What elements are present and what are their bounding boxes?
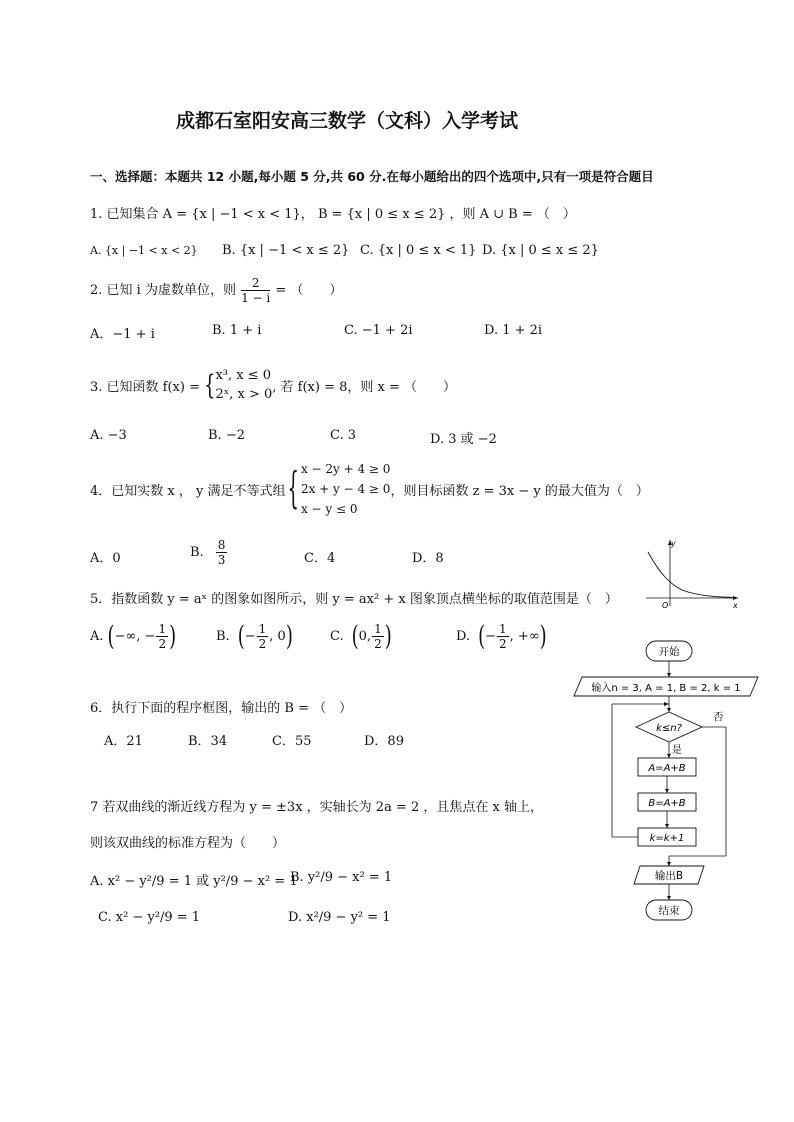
arrow-head-icon (667, 754, 671, 758)
question-5-option-a-value: −∞, − (114, 629, 156, 644)
question-1-option-b: B. {x | −1 < x ≤ 2} (222, 243, 350, 258)
paren-close: ) (384, 620, 392, 653)
question-1-option-c: C. {x | 0 ≤ x < 1} (360, 243, 477, 258)
question-3-stem-pre: 3. 已知函数 f(x) = (90, 379, 200, 395)
question-5-option-a (90, 622, 176, 651)
question-7-option-a: A. x² − y²/9 = 1 或 y²/9 − x² = 1 (90, 874, 298, 889)
question-7-stem-2: 则该双曲线的标准方程为（ ） (90, 836, 286, 851)
question-3-option-a: A. −3 (90, 428, 127, 443)
paren-open: ( (478, 620, 486, 653)
flow-end-label: 结束 (658, 905, 680, 917)
question-5-option-c-label: C. (330, 629, 344, 644)
flow-yes-label: 是 (672, 745, 682, 756)
flow-input-label: 输入n = 3, A = 1, B = 2, k = 1 (591, 683, 741, 694)
question-5-option-b-tail: , 0 (269, 629, 286, 644)
section-heading: 一、选择题：本题共 12 小题,每小题 5 分,共 60 分.在每小题给出的四个选项中,只有一项是符合题目 (90, 169, 654, 184)
half-denominator: 2 (499, 637, 507, 651)
x-axis-arrow-icon (733, 596, 738, 600)
question-4-system (301, 459, 391, 519)
question-4-ineq-2: 2x + y − 4 ≥ 0 (300, 482, 391, 496)
question-4-stem-post: ，则目标函数 z = 3x − y 的最大值为（ ） (390, 483, 649, 499)
question-4-option-b-fraction (216, 538, 228, 567)
question-5-option-d (456, 622, 547, 651)
half-denominator: 2 (258, 637, 267, 651)
question-4-option-a: A．0 (90, 551, 121, 566)
question-7-stem-1: 7 若双曲线的渐近线方程为 y = ±3x ，实轴长为 2a = 2 ，且焦点在 x 轴上， (90, 800, 543, 815)
paren-open: ( (237, 620, 245, 653)
question-4-option-b-num: 8 (217, 538, 226, 552)
question-5-option-b-label: B. (216, 629, 230, 644)
graph-x-label: x (733, 601, 738, 610)
question-4-option-c: C．4 (304, 551, 336, 566)
question-6-option-b: B．34 (188, 734, 228, 749)
paren-close: ) (169, 620, 177, 653)
question-2-option-a: A．−1 + i (90, 327, 155, 342)
arrow-head-icon (667, 862, 671, 866)
half-numerator: 1 (258, 622, 267, 636)
question-7-option-d: D. x²/9 − y² = 1 (288, 910, 391, 925)
flow-decision-label: k≤n? (656, 723, 682, 734)
question-3-stem (90, 366, 456, 404)
question-5-option-d-tail: , +∞ (509, 629, 540, 644)
paren-close: ) (539, 620, 547, 653)
question-4-option-b-label: B. (190, 545, 204, 560)
question-7-option-b: B. y²/9 − x² = 1 (290, 870, 393, 885)
flow-output-label: 输出B (654, 870, 684, 882)
question-2-stem-post: = （ ） (275, 283, 343, 298)
question-4-stem-pre: 4．已知实数 x ， y 满足不等式组 (90, 483, 286, 499)
question-5-option-b-fraction (257, 622, 269, 651)
question-4-option-d: D．8 (412, 551, 444, 566)
brace-icon: { (287, 463, 299, 515)
paren-open: ( (107, 620, 115, 653)
question-5-option-d-label: D. (456, 629, 471, 644)
half-denominator: 2 (158, 637, 167, 651)
program-flowchart (570, 638, 764, 928)
question-6-stem: 6．执行下面的程序框图，输出的 B = （ ） (90, 701, 353, 716)
question-4-ineq-3: x − y ≤ 0 (300, 502, 358, 516)
question-3-option-b: B. −2 (208, 428, 245, 443)
arrow-head-icon (665, 789, 669, 793)
page-title: 成都石室阳安高三数学（文科）入学考试 (176, 110, 519, 132)
brace-icon: { (203, 369, 216, 401)
flow-no-label: 否 (713, 711, 724, 723)
question-1-option-d: D. {x | 0 ≤ x ≤ 2} (482, 243, 599, 258)
question-3-option-d: D. 3 或 −2 (430, 432, 497, 447)
question-5-option-a-fraction (156, 622, 168, 651)
decay-curve (648, 552, 736, 598)
question-5-option-b-value: − (244, 629, 256, 644)
paren-open: ( (351, 620, 359, 653)
question-1-stem: 1. 已知集合 A = {x | −1 < x < 1}， B = {x | 0 ≤ x ≤ 2} ，则 A ∪ B = （ ） (90, 207, 576, 222)
question-4-ineq-1: x − 2y + 4 ≥ 0 (300, 462, 391, 476)
question-5-option-d-fraction (497, 622, 509, 651)
question-5-option-c (330, 622, 392, 651)
arrow-head-icon (667, 673, 671, 677)
question-1-option-a: A. {x | −1 < x < 2} (90, 244, 198, 257)
paren-close: ) (285, 620, 293, 653)
question-7-option-c: C. x² − y²/9 = 1 (98, 910, 201, 925)
question-5-stem: 5．指数函数 y = aˣ 的图象如图所示，则 y = ax² + x 图象顶点横坐标的取值范围是（ ） (90, 592, 618, 607)
arrow-head-icon (667, 708, 671, 712)
graph-y-label: y (671, 539, 676, 548)
arrow-head-icon (665, 824, 669, 828)
exponential-graph (640, 538, 742, 614)
flow-step-1-label: A=A+B (648, 763, 686, 774)
question-2-stem (90, 276, 342, 305)
question-2-option-d: D. 1 + 2i (484, 323, 543, 338)
half-numerator: 1 (158, 622, 167, 636)
question-2-fraction (241, 276, 270, 305)
question-5-option-b (216, 622, 293, 651)
question-2-option-c: C. −1 + 2i (344, 323, 413, 338)
question-2-numerator: 2 (241, 276, 270, 291)
flow-start-label: 开始 (658, 646, 680, 658)
question-5-option-c-value: 0, (358, 629, 372, 644)
question-3-cases (215, 366, 272, 404)
arrow-head-icon (667, 896, 671, 900)
graph-origin-label: O (662, 601, 669, 610)
question-5-option-c-fraction (372, 622, 384, 651)
question-2-option-b: B. 1 + i (212, 323, 262, 338)
half-numerator: 1 (374, 622, 382, 636)
question-3-option-c: C. 3 (330, 428, 357, 443)
question-2-stem-pre: 2. 已知 i 为虚数单位，则 (90, 283, 236, 298)
arrow-head-icon (664, 702, 669, 706)
flow-step-3-label: k=k+1 (649, 833, 685, 844)
question-6-option-c: C．55 (272, 734, 312, 749)
question-4-option-b (190, 538, 228, 567)
question-3-case-2: 2ˣ, x > 0 (215, 387, 273, 402)
question-6-option-d: D．89 (364, 734, 404, 749)
question-3-case-1: x³, x ≤ 0 (215, 368, 272, 383)
question-3-stem-post: , 若 f(x) = 8，则 x = （ ） (272, 379, 456, 395)
question-2-denominator: 1 − i (241, 291, 271, 305)
question-5-option-d-value: − (485, 629, 497, 644)
half-numerator: 1 (499, 622, 507, 636)
question-4-stem (90, 459, 649, 519)
question-6-option-a: A．21 (104, 734, 143, 749)
flow-step-2-label: B=A+B (648, 798, 686, 809)
question-5-option-a-label: A. (90, 629, 104, 644)
half-denominator: 2 (374, 637, 382, 651)
question-4-option-b-den: 3 (217, 553, 226, 567)
